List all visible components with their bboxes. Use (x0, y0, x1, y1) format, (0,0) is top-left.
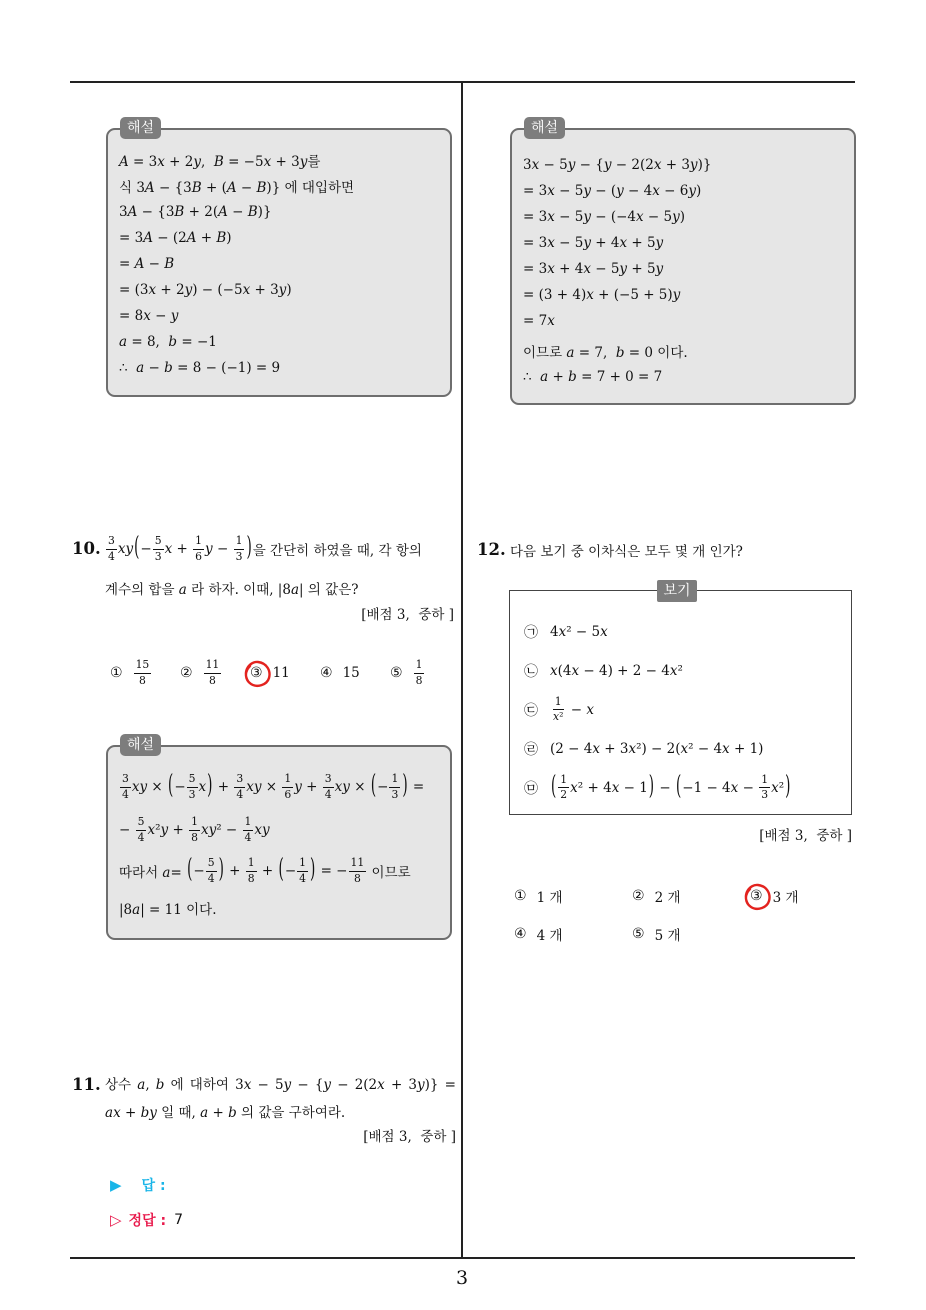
solution-tab: 해설 (524, 117, 565, 139)
math-text: − (377, 779, 389, 795)
fraction-numerator: 3 (120, 773, 131, 787)
solution-box-question-10 (106, 737, 452, 940)
solution-line (119, 303, 439, 329)
math-text: = 8x − y (119, 308, 179, 324)
math-text: 다음 보기 중 이차식은 모두 몇 개 인가? (510, 544, 743, 560)
solution-line (523, 152, 843, 178)
answer-area (110, 1172, 183, 1233)
choice-value (537, 886, 563, 906)
math-text: = 3x + 4x − 5y + 5y (523, 261, 664, 277)
math-text: = (3x + 2y) − (−5x + 3y) (119, 282, 292, 298)
correct-answer-value: 7 (174, 1212, 183, 1228)
choice-value (655, 924, 681, 944)
math-text: x² (771, 779, 785, 796)
fraction-numerator: 1 (297, 857, 308, 871)
solution-line (119, 173, 439, 199)
solution-box-top-left (106, 120, 452, 397)
fraction-denominator: 6 (284, 787, 292, 801)
solution-line (119, 277, 439, 303)
math-text: a = 8, b = −1 (119, 334, 217, 350)
math-text: xy (117, 541, 134, 557)
math-text: ∴ a − b = 8 − (−1) = 9 (119, 360, 281, 376)
question-text-line (105, 574, 454, 602)
fraction (120, 773, 131, 800)
choice-number: ② (632, 888, 645, 904)
math-text: + (224, 863, 245, 879)
math-text: + (213, 779, 234, 795)
fraction (234, 535, 245, 562)
math-text: 상수 a, b 에 대하여 3x − 5y − {y − 2(2x + 3y)} = (105, 1077, 456, 1093)
math-text: xy² − (200, 822, 242, 838)
math-text: = A − B (119, 256, 175, 272)
math-text: = 3A − (2A + B) (119, 230, 232, 246)
solution-line (119, 891, 439, 925)
fraction-denominator: 3 (188, 787, 196, 801)
question-11 (72, 1072, 456, 1150)
choice-value (133, 659, 153, 686)
fraction (134, 659, 152, 686)
solution-line (523, 282, 843, 308)
math-text: 15 (342, 665, 360, 681)
choice-5 (390, 659, 460, 686)
fraction (136, 816, 147, 843)
math-text: 식 3A − {3B + (A − B)} 에 대입하면 (119, 180, 355, 196)
math-text: − (284, 863, 297, 879)
fraction (414, 659, 425, 686)
fraction-numerator: 1 (234, 535, 245, 549)
fraction (759, 774, 770, 801)
choice-value (537, 924, 563, 944)
fraction-denominator: 3 (235, 549, 243, 563)
fraction-numerator: 1 (193, 535, 204, 549)
math-text: 2 개 (654, 890, 681, 906)
math-text: − x (566, 701, 594, 718)
solution-line (523, 256, 843, 282)
choice-value (343, 665, 360, 681)
math-text: |8a| = 11 이다. (119, 902, 217, 918)
solution-line (523, 230, 843, 256)
fraction-denominator: 3 (154, 549, 162, 563)
fraction (323, 773, 334, 800)
fraction (243, 816, 254, 843)
math-text: 이므로 (367, 865, 411, 881)
play-arrow-icon: ▶ (110, 1176, 122, 1194)
big-parenthesis: ) (246, 531, 252, 564)
choice-number: ③ (250, 665, 263, 681)
math-text: + (257, 863, 278, 879)
example-item (524, 651, 851, 690)
footer-rule (70, 1257, 855, 1259)
fraction-numerator: 11 (349, 857, 367, 871)
choice-number: ⑤ (390, 665, 403, 681)
big-parenthesis: ( (551, 770, 557, 802)
choice-value (413, 659, 426, 686)
choice-3 (250, 665, 320, 681)
fraction-numerator: 15 (134, 659, 152, 673)
big-parenthesis: ) (648, 770, 655, 802)
question-text-line (105, 1072, 456, 1098)
item-marker: ㉤ (524, 780, 538, 797)
math-text: −1 − 4x − (682, 779, 759, 796)
big-parenthesis: ( (187, 853, 193, 886)
big-parenthesis: ) (218, 853, 224, 886)
big-parenthesis: ) (310, 853, 316, 886)
choice-number: ④ (514, 926, 527, 942)
choice-number: ③ (750, 888, 763, 904)
answer-choices (110, 650, 460, 696)
item-marker: ㉡ (524, 663, 538, 680)
math-text: 을 간단히 하였을 때, 각 항의 (252, 543, 422, 559)
example-item (524, 768, 851, 807)
math-text: − (119, 822, 135, 838)
choice-5 (632, 915, 750, 953)
choice-number: ④ (320, 665, 333, 681)
fraction-numerator: 1 (243, 816, 254, 830)
answer-choices (514, 877, 868, 953)
example-box-label: 보기 (657, 580, 697, 602)
solution-line (119, 809, 439, 851)
page-number: 3 (455, 1267, 469, 1289)
fraction-denominator: 4 (137, 830, 145, 844)
fraction-denominator: 8 (191, 830, 198, 844)
solution-line (119, 199, 439, 225)
choice-4 (320, 665, 390, 681)
example-box (509, 583, 852, 815)
fraction-denominator: 8 (415, 673, 423, 687)
fraction (193, 535, 204, 562)
fraction (106, 535, 117, 562)
item-expression (550, 663, 683, 679)
example-item (524, 612, 851, 651)
score-label: [배점 3, 중하 ] (759, 828, 852, 844)
fraction-numerator: 5 (136, 816, 147, 830)
fraction-denominator: 8 (139, 673, 146, 687)
math-text: − (655, 779, 675, 796)
fraction-denominator: 8 (353, 871, 361, 885)
fraction-denominator: 8 (209, 673, 216, 687)
math-text: 3 개 (772, 890, 799, 906)
big-parenthesis: ) (207, 769, 213, 802)
item-marker: ㉢ (524, 702, 538, 719)
big-parenthesis: ) (402, 769, 408, 802)
solution-line (119, 225, 439, 251)
solution-line (119, 329, 439, 355)
solution-line (119, 765, 439, 809)
example-item (524, 690, 851, 729)
fraction (153, 535, 164, 562)
choice-value (273, 665, 290, 681)
fraction-numerator: 1 (558, 774, 569, 788)
math-text: = 3x − 5y + 4x + 5y (523, 235, 664, 251)
fraction-denominator: x² (553, 710, 564, 723)
choice-number: ② (180, 665, 193, 681)
math-text: 1 개 (536, 890, 563, 906)
math-text: − (174, 779, 186, 795)
fraction-numerator: 11 (204, 659, 222, 673)
math-text: xy × (334, 779, 370, 795)
item-expression (550, 624, 608, 640)
fraction (204, 659, 222, 686)
item-marker: ㉣ (524, 741, 538, 758)
fraction-denominator: 4 (324, 787, 332, 801)
big-parenthesis: ( (134, 531, 140, 564)
math-text: 3A − {3B + 2(A − B)} (119, 204, 272, 220)
fraction-numerator: 1 (282, 773, 293, 787)
question-10 (72, 524, 454, 628)
math-text: 4x² − 5x (550, 623, 608, 640)
fraction-denominator: 4 (207, 871, 215, 885)
math-text: 따라서 a= (119, 865, 187, 881)
example-item (524, 729, 851, 768)
fraction (558, 774, 569, 801)
big-parenthesis: ) (785, 770, 791, 802)
fraction-denominator: 4 (122, 787, 129, 801)
choice-1 (110, 659, 180, 686)
solution-line (119, 851, 439, 891)
solution-line (523, 338, 843, 364)
math-text: 4 개 (536, 928, 563, 944)
fraction-denominator: 3 (761, 788, 769, 801)
correct-answer-label: 정답 : (128, 1213, 167, 1229)
solution-line (523, 178, 843, 204)
solution-line (119, 355, 439, 381)
fraction-denominator: 3 (391, 787, 399, 801)
fraction (187, 773, 198, 800)
fraction-denominator: 8 (247, 871, 255, 885)
math-text: 11 (272, 665, 290, 681)
math-text: x² + 4x − 1 (570, 779, 648, 796)
choice-1 (514, 877, 632, 915)
fraction-numerator: 5 (153, 535, 164, 549)
math-text: 3x − 5y − {y − 2(2x + 3y)} (523, 157, 712, 173)
item-marker: ㉠ (524, 624, 538, 641)
answer-prompt (110, 1172, 183, 1198)
score-label: [배점 3, 중하 ] (361, 607, 454, 623)
choice-number: ① (110, 665, 123, 681)
fraction-numerator: 1 (414, 659, 425, 673)
fraction-denominator: 4 (108, 549, 115, 563)
question-number: 12. (477, 540, 506, 559)
solution-tab: 해설 (120, 117, 161, 139)
fraction (389, 773, 400, 800)
fraction-numerator: 5 (187, 773, 198, 787)
fraction-denominator: 4 (236, 787, 244, 801)
math-text: − (193, 863, 205, 879)
fraction-numerator: 3 (106, 535, 117, 549)
question-number: 10. (72, 539, 101, 558)
fraction-numerator: 1 (389, 773, 400, 787)
fraction (551, 696, 565, 723)
math-text: 5 개 (654, 928, 681, 944)
math-text: A = 3x + 2y, B = −5x + 3y를 (119, 154, 321, 170)
big-parenthesis: ( (675, 770, 682, 802)
choice-value (655, 886, 681, 906)
math-text: y − (205, 541, 233, 557)
big-parenthesis: ( (168, 769, 174, 802)
math-text: xy × (131, 779, 168, 795)
math-text: x + (164, 541, 193, 557)
choice-3 (750, 877, 868, 915)
fraction (189, 816, 200, 843)
math-text: = − (316, 863, 348, 879)
math-text: x(4x − 4) + 2 − 4x² (550, 662, 683, 679)
math-text: = 3x − 5y − (y − 4x − 6y) (523, 183, 702, 199)
math-text: = (3 + 4)x + (−5 + 5)y (523, 287, 681, 303)
fraction-numerator: 3 (234, 773, 245, 787)
choice-number: ① (514, 888, 527, 904)
question-text-line (510, 537, 855, 563)
big-parenthesis: ( (370, 769, 377, 802)
math-text: x (198, 779, 207, 795)
math-text: y + (294, 779, 322, 795)
column-divider (461, 82, 463, 1258)
math-text: = 3x − 5y − (−4x − 5y) (523, 209, 686, 225)
fraction-denominator: 2 (560, 788, 568, 801)
solution-line (119, 147, 439, 173)
fraction-numerator: 1 (759, 774, 770, 788)
fraction-denominator: 4 (299, 871, 306, 885)
solution-line (119, 251, 439, 277)
fraction (206, 857, 217, 884)
math-text: ax + by 일 때, a + b 의 값을 구하여라. (105, 1105, 346, 1121)
choice-4 (514, 915, 632, 953)
fraction-denominator: 6 (195, 549, 203, 563)
fraction (246, 857, 257, 884)
question-text-line (105, 524, 454, 574)
fraction-numerator: 1 (553, 696, 564, 710)
solution-line (523, 364, 843, 390)
fraction-numerator: 5 (206, 857, 217, 871)
question-12 (477, 537, 855, 563)
fraction-numerator: 1 (189, 816, 200, 830)
math-text: (2 − 4x + 3x²) − 2(x² − 4x + 1) (550, 740, 764, 757)
fraction (297, 857, 308, 884)
fraction-numerator: 1 (246, 857, 257, 871)
answer-label: 답 : (141, 1178, 166, 1194)
question-number: 11. (72, 1075, 101, 1094)
solution-line (523, 204, 843, 230)
math-text: 계수의 합을 a 라 하자. 이때, |8a| 의 값은? (105, 582, 359, 598)
solution-tab: 해설 (120, 734, 161, 756)
solution-line (523, 308, 843, 334)
math-text: ∴ a + b = 7 + 0 = 7 (523, 369, 663, 385)
fraction (349, 857, 367, 884)
choice-2 (180, 659, 250, 686)
item-expression (550, 696, 594, 723)
question-text-line (105, 1098, 456, 1124)
outline-arrow-icon: ▷ (110, 1211, 122, 1229)
math-text: = 7x (523, 313, 555, 329)
correct-answer (110, 1207, 183, 1233)
fraction (282, 773, 293, 800)
choice-2 (632, 877, 750, 915)
math-text: x²y + (147, 822, 189, 838)
math-text: xy × (246, 779, 282, 795)
item-expression (550, 741, 763, 757)
fraction (234, 773, 245, 800)
math-text: 이므로 a = 7, b = 0 이다. (523, 345, 688, 361)
fraction-numerator: 3 (323, 773, 334, 787)
item-expression (550, 770, 791, 802)
solution-box-top-right (510, 120, 856, 405)
score-label: [배점 3, 중하 ] (363, 1129, 456, 1145)
math-text: = (408, 779, 425, 795)
big-parenthesis: ( (278, 853, 284, 886)
choice-number: ⑤ (632, 926, 645, 942)
math-text: xy (254, 822, 270, 838)
math-text: − (140, 541, 152, 557)
choice-value (203, 659, 223, 686)
fraction-denominator: 4 (244, 830, 252, 844)
header-rule (70, 81, 855, 83)
choice-value (773, 886, 799, 906)
